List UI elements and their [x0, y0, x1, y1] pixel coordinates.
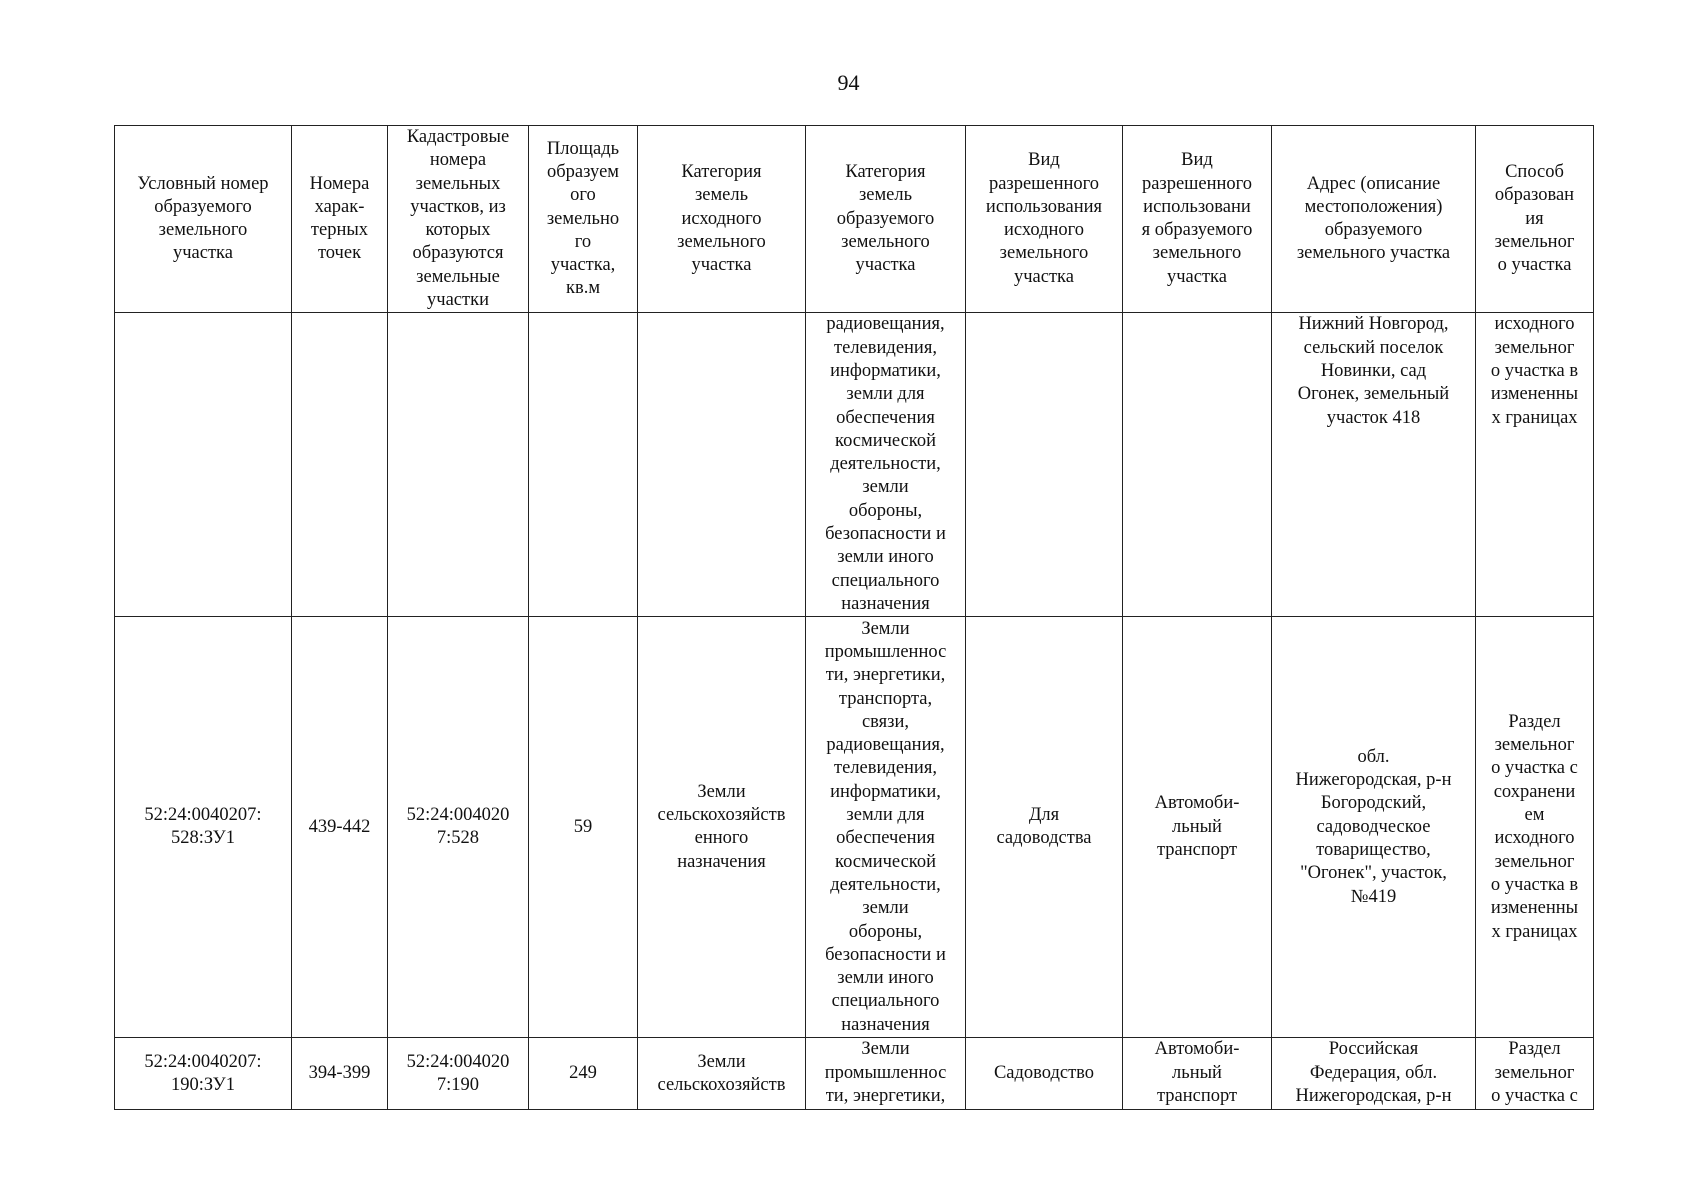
- header-cadastral: Кадастровые номера земельных участков, из которых образуются земельные участки: [388, 126, 529, 313]
- land-parcels-table: [114, 125, 1594, 1110]
- cell-category-new: Земли промышленнос ти, энергетики,: [806, 1038, 966, 1110]
- cell-use-source: Для садоводства: [966, 617, 1123, 1038]
- header-points: Номера харак- терных точек: [292, 126, 388, 313]
- cell-category-source: Земли сельскохозяйств: [638, 1038, 806, 1110]
- cell-method: Раздел земельног о участка с сохранени ем исходного земельног о участка в измененны х границах: [1476, 617, 1594, 1038]
- cell-area: 249: [529, 1038, 638, 1110]
- table-row: [115, 1038, 1594, 1110]
- header-category-new: Категория земель образуемого земельного участка: [806, 126, 966, 313]
- cell-cadastral: [388, 313, 529, 617]
- header-area: Площадь образуем ого земельно го участка, кв.м: [529, 126, 638, 313]
- cell-category-source: [638, 313, 806, 617]
- cell-method: исходного земельног о участка в измененны х границах: [1476, 313, 1594, 617]
- table-row: [115, 313, 1594, 617]
- cell-use-source: [966, 313, 1123, 617]
- cell-address: Российская Федерация, обл. Нижегородская, р-н: [1272, 1038, 1476, 1110]
- header-parcel-number: Условный номер образуемого земельного участка: [115, 126, 292, 313]
- cell-category-new: Земли промышленнос ти, энергетики, транспорта, связи, радиовещания, телевидения, информатики, земли для обеспечения космической деятельности, земли обороны, безопасности и земли иного специального назначения: [806, 617, 966, 1038]
- cell-area: 59: [529, 617, 638, 1038]
- cell-address: обл. Нижегородская, р-н Богородский, садоводческое товарищество, "Огонек", участок, №419: [1272, 617, 1476, 1038]
- cell-parcel-number: 52:24:0040207: 528:ЗУ1: [115, 617, 292, 1038]
- cell-parcel-number: 52:24:0040207: 190:ЗУ1: [115, 1038, 292, 1110]
- cell-points: 439-442: [292, 617, 388, 1038]
- cell-use-new: Автомоби- льный транспорт: [1123, 1038, 1272, 1110]
- page-number: 94: [837, 70, 860, 95]
- header-method: Способ образован ия земельног о участка: [1476, 126, 1594, 313]
- cell-use-new: Автомоби- льный транспорт: [1123, 617, 1272, 1038]
- cell-area: [529, 313, 638, 617]
- cell-category-new: радиовещания, телевидения, информатики, земли для обеспечения космической деятельности, земли обороны, безопасности и земли иного специального назначения: [806, 313, 966, 617]
- header-address: Адрес (описание местоположения) образуемого земельного участка: [1272, 126, 1476, 313]
- table-row: [115, 617, 1594, 1038]
- header-use-new: Вид разрешенного использовани я образуемого земельного участка: [1123, 126, 1272, 313]
- cell-address: Нижний Новгород, сельский поселок Новинки, сад Огонек, земельный участок 418: [1272, 313, 1476, 617]
- cell-points: [292, 313, 388, 617]
- header-category-source: Категория земель исходного земельного участка: [638, 126, 806, 313]
- cell-cadastral: 52:24:004020 7:528: [388, 617, 529, 1038]
- table-header-row: [115, 126, 1594, 313]
- cell-use-new: [1123, 313, 1272, 617]
- cell-use-source: Садоводство: [966, 1038, 1123, 1110]
- cell-method: Раздел земельног о участка с: [1476, 1038, 1594, 1110]
- header-use-source: Вид разрешенного использования исходного земельного участка: [966, 126, 1123, 313]
- cell-cadastral: 52:24:004020 7:190: [388, 1038, 529, 1110]
- cell-points: 394-399: [292, 1038, 388, 1110]
- cell-parcel-number: [115, 313, 292, 617]
- cell-category-source: Земли сельскохозяйств енного назначения: [638, 617, 806, 1038]
